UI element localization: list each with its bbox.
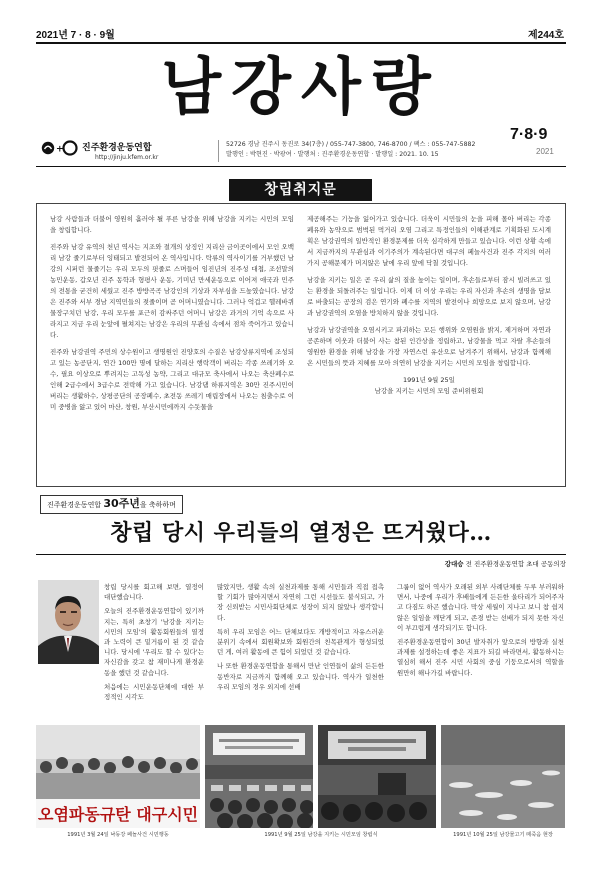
signature-date: 1991년 9월 25일 (403, 376, 455, 384)
org-logo-icon (41, 140, 79, 156)
statement-paragraph: 남강을 지키는 일은 곧 우리 삶의 질을 높이는 일이며, 후손들로부터 잠시 빌려쓰고 있는 환경을 되돌려주는 일입니다. 이제 더 이상 우리는 우리 자신과 후손의 생명을 담보로 바출되는 공장의 검은 연기와 폐수를 지역의 발전이나 희망으로 보지 않으며, 남강과 남강권역의 오염을 방치하지 않을 것입니다. (307, 276, 551, 317)
publication-line-2: 발행인 : 박현진 · 박광여 · 발행처 : 진주환경운동연합 · 발행일 : 2021. 10. 15 (226, 151, 439, 158)
statement-signature (307, 375, 551, 397)
headline-rule (36, 554, 566, 555)
issue-months: 7·8·9 (510, 126, 548, 143)
issue-year: 2021 (536, 147, 554, 156)
protest-photo (36, 725, 200, 828)
statement-right-column (307, 214, 551, 397)
author-title: 전 진주환경운동연합 초대 공동의장 (465, 560, 566, 568)
author-name: 강대승 (444, 560, 464, 568)
article-column-2 (217, 582, 384, 696)
photo-caption-2: 1991년 9월 25일 남강을 지키는 시민모임 창립식 (264, 832, 378, 838)
article-paragraph: 처음에는 시민운동단체에 대한 부정적인 시각도 (104, 682, 204, 702)
signature-org: 남강을 지키는 시민의 모임 준비위원회 (374, 387, 484, 395)
statement-paragraph: 남강 사람들과 더불어 영원히 흘러야 될 푸른 남강을 위해 남강을 지키는 시민의 모임을 창립합니다. (50, 215, 294, 234)
statement-left-column (50, 214, 294, 419)
article-paragraph: 그룹이 없어 역사가 오래된 외부 사례단체를 두루 부러워하면서, 나중에 우리가 후배들에게 든든한 울타리가 되어주자고 다짐도 하곤 했습니다. 막상 세월이 지나고 보니 참 쉽지 않은 일임을 깨닫게 되고, 존경 받는 선배가 되지 못한 자신이 부끄럽게 생각되기도 합니다. (397, 583, 564, 632)
photo-caption-1: 1991년 3월 24일 낙동강 페놀사건 시민행동 (67, 832, 169, 838)
svg-text:+: + (56, 144, 64, 155)
article-headline: 창립 당시 우리들의 열정은 뜨거웠다… (110, 520, 492, 546)
publication-line-1: 52726 경남 진주시 동진로 34(7층) / 055-747-3800, 746-8700 / 팩스 : 055-747-5882 (226, 141, 476, 148)
founding-ceremony-photo (205, 725, 313, 828)
anniversary-suffix: 을 축하하며 (139, 501, 176, 509)
statement-paragraph: 진주와 남강권역 주민의 상수원이고 생명원인 진양호의 수질은 남강상류지역에 조성되고 있는 농공단지, 연간 100만 명에 달하는 지리산 행락객이 버리는 각종 쓰레기와 오수, 필요 이상으로 뿌려지는 고독성 농약, 그리고 대규모 축사에서 나오는 축산폐수로 인해 2급수에서 3급수로 전락해 가고 있습니다. 남강댐 하류지역은 30만 진주시민이 버리는 생활하수, 상평공단의 공장폐수, 초전동 쓰레기 매립장에서 나오는 침출수로 이미 중병을 앓고 있어 마산, 창원, 부산시민에까지 수돗물을 (50, 348, 294, 411)
anniversary-prefix: 진주환경운동연합 (47, 501, 102, 509)
org-url[interactable]: http://jinju.kfem.or.kr (95, 154, 159, 161)
anniversary-big: 30주년 (103, 497, 140, 510)
article-paragraph: 오늘의 진주환경운동연합이 있기까지는, 특히 초창기 '남강을 지키는 시민의 모임'의 활동회원들의 열정과 노력이 큰 밑거름이 된 것 같습니다. 당시에 '우리도 할 수 있다'는 자신감을 갖고 참 재미나게 환경운동을 했던 것 같습니다. (104, 607, 204, 677)
dead-fish-photo (441, 725, 565, 828)
article-column-1a (104, 582, 204, 706)
article-paragraph: 특히 우리 모임은 어느 단체보다도 개방적이고 자유스러운 분위기 속에서 회원확보와 회원간의 친목관계가 형성되었던 게, 여러 활동에 큰 힘이 되었던 것 같습니다. (217, 627, 384, 657)
issue-number: 제244호 (527, 30, 564, 41)
founding-statement-title: 창립취지문 (229, 179, 372, 201)
article-paragraph: 나 또한 환경운동연합을 통해서 만난 인연들이 삶의 든든한 동반자로 지금까지 함께해 오고 있습니다. 역사가 일천한 우리 모임의 경우 외지에 선배 (217, 662, 384, 691)
protest-banner-text: 오염파동규탄 대구시민 (38, 805, 199, 824)
anniversary-tag (40, 495, 183, 514)
masthead-title: 남강사랑 (161, 50, 441, 123)
publication-info (226, 140, 475, 160)
author-portrait (38, 580, 99, 664)
article-column-3 (397, 582, 564, 682)
article-paragraph: 창립 당시를 회고해 보면, 열정이 대단했습니다. (104, 583, 204, 602)
masthead-rule (36, 166, 566, 167)
stage-photo (318, 725, 436, 828)
statement-paragraph: 제공해주는 기능을 잃어가고 있습니다. 더욱이 시민들의 눈을 피해 몰아 버리는 각종 폐유와 농약으로 범벅된 먹거리 오염 그리고 특정인들의 이해관계로 기획화된 도시계획은 남강권역의 일반적인 환경문제를 더욱 심각하게 만들고 있습니다. 이런 상황 속에서 지금까지의 무관심과 이기주의가 계속된다면 대구의 페놀사건과 진주 각지의 여러 가지 공해문제가 머지않은 날에 우리 앞에 닥칠 것입니다. (307, 215, 551, 267)
statement-paragraph: 진주와 남강 유역의 천년 역사는 지조와 절개의 상징인 지리산 금이곳이에서 모인 오백리 남강 줄기로부터 잉태되고 발전되어 온 역사입니다. 탁류의 역사이기를 거부했던 남강의 시퍼런 물줄기는 우리 모두의 핏줄로 스며들어 임진년의 진주성 대첩, 조선말의 농민운동, 갑오년 진주 동학과 형평사 운동, 기미년 만세운동으로 이어져 애국과 민주의 전통을 굳건히 세웠고 진주 방방곡곡 남강인의 기상과 자부심을 드높였습니다. 남강은 진주와 서부 경남 지역민들의 젖줄이며 곧 어머니였습니다. 그러나 억겁고 헬레바퀴 물장구치던 남강, 우리 모두를 포근히 감싸주던 어머니 남강은 과거의 기억 속으로 사라지고 지금 우리 눈앞에 펼쳐지는 남강은 우리의 무관심 속에서 점차 죽어가고 있습니다. (50, 243, 294, 339)
article-byline (445, 559, 566, 568)
top-rule (36, 42, 566, 44)
org-divider (218, 140, 219, 162)
org-name: 진주환경운동연합 (82, 143, 152, 153)
statement-paragraph: 남강과 남강권역을 오염시키고 파괴하는 모든 행위와 오염원을 밝지, 제거하며 자연과 공존하며 이웃과 더불어 사는 참된 인간상을 정립하고, 남강물을 먹고 자랄 후손들의 영원한 환경을 위해 남강을 가장 자연스런 유산으로 남겨주기 위해서, 남강과 함께해 온 시민들의 뜻과 지혜를 모아 의연히 남강을 지키는 시민의 모임을 창립합니다. (307, 326, 551, 367)
issue-date: 2021년 7 · 8 · 9월 (36, 30, 115, 41)
article-paragraph: 진주환경운동연합이 30년 발자취가 앞으로의 방향과 실천과제를 설정하는데 좋은 지표가 되길 바라면서, 활동하시는 열심히 해서 진주 시민 사회의 중심 기둥으로서의 역할을 원만히 해나가길 바랍니다. (397, 638, 564, 677)
photo-caption-3: 1991년 10월 25일 남강물고기 떼죽음 현장 (453, 832, 553, 838)
article-paragraph: 많았지만, 생활 속의 실천과제를 통해 시민들과 직접 접촉할 기회가 많아지면서 자연히 그런 시선들도 불식되고, 가장 신뢰받는 시민사회단체로 성장이 되지 않았나 생각합니다. (217, 583, 384, 622)
